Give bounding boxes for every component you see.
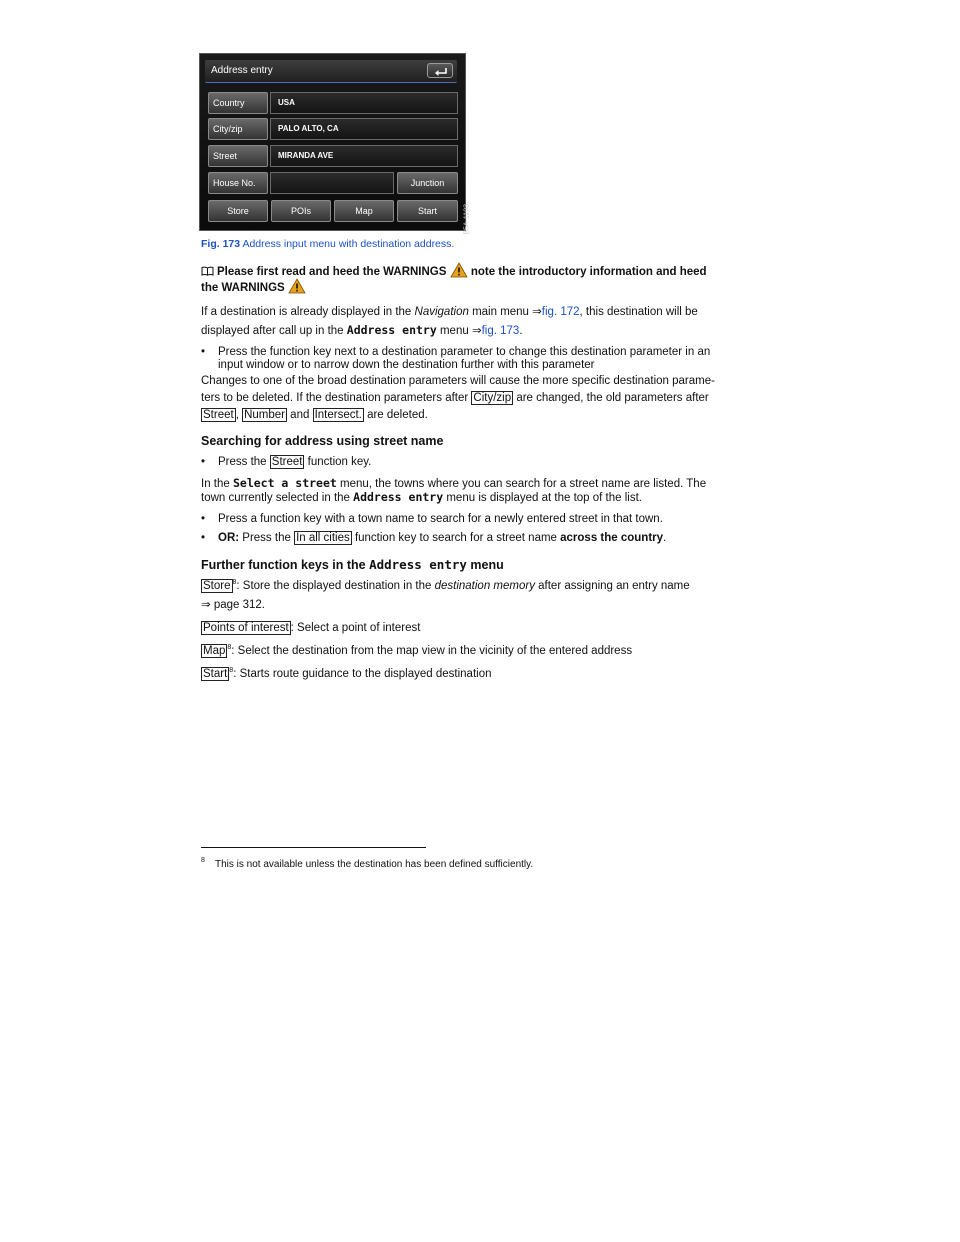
junction-button[interactable]: Junction (397, 172, 458, 194)
footnote-text: This is not available unless the destination has been defined sufficiently. (215, 859, 534, 870)
bullet-dot: • (201, 346, 206, 358)
text: : Select the destination from the map view in the vicinity of the entered address (231, 645, 633, 657)
store-key-ref: Store (203, 580, 231, 592)
bullet-1-line-2: input window or to narrow down the destination further with this parameter (218, 359, 595, 371)
paragraph-2-line-2 (201, 390, 709, 406)
text: are deleted. (363, 409, 428, 421)
section-heading-function-keys (201, 557, 504, 573)
fkey-points-of-interest (201, 620, 420, 636)
bullet-2 (218, 456, 371, 469)
text: Press the (218, 456, 270, 468)
fkey-store (201, 578, 690, 594)
country-key[interactable]: Country (208, 92, 268, 114)
text: function key. (304, 456, 372, 468)
city-zip-key-ref: City/zip (473, 392, 512, 404)
back-arrow-icon (434, 66, 448, 76)
warning-text-3: the WARNINGS (201, 282, 285, 294)
section-heading-street-search: Searching for address using street name (201, 434, 444, 448)
pois-button[interactable]: POIs (271, 200, 331, 222)
paragraph-3-line-2 (201, 491, 642, 505)
house-no-value (270, 172, 394, 194)
street-row (208, 145, 458, 167)
poi-key-ref: Points of interest (203, 622, 289, 634)
country-row (208, 92, 458, 114)
store-button[interactable]: Store (208, 200, 268, 222)
fig-173-link[interactable]: fig. 173 (481, 325, 520, 337)
warning-text-1: Please first read and heed the WARNINGS (217, 266, 447, 278)
text: : Store the displayed destination in the (236, 580, 435, 592)
text: If a destination is already displayed in the (201, 306, 415, 318)
intersect-key-ref: Intersect. (314, 409, 362, 421)
bullet-1-line-1: Press the function key next to a destination parameter to change this destination parameter in an (218, 346, 711, 358)
bullet-4 (218, 532, 666, 545)
across-country-term: across the country (560, 532, 664, 544)
figure-caption (201, 236, 454, 252)
text: after assigning an entry name (534, 580, 690, 592)
house-row (208, 172, 458, 194)
in-all-cities-key-ref: In all cities (296, 532, 350, 544)
paragraph-2-line-1: Changes to one of the broad destination parameters will cause the more specific destination parame- (201, 375, 715, 387)
house-no-key[interactable]: House No. (208, 172, 268, 194)
start-key-ref: Start (203, 668, 228, 680)
text: In the (201, 478, 233, 490)
address-entry-term: Address entry (369, 557, 467, 572)
address-entry-term: Address entry (346, 323, 437, 337)
number-key-ref: Number (244, 409, 285, 421)
text: main menu ⇒ (468, 306, 542, 318)
warning-triangle-icon (450, 262, 468, 283)
street-key[interactable]: Street (208, 145, 268, 167)
address-entry-screenshot (199, 53, 471, 235)
warning-note-line2 (201, 278, 306, 299)
screen-titlebar (205, 60, 457, 83)
bottom-button-row (208, 200, 458, 222)
text: menu is displayed at the top of the list. (443, 492, 642, 504)
destination-memory-term: destination memory (434, 580, 535, 592)
text: town currently selected in the (201, 492, 354, 504)
bullet-dot: • (201, 513, 206, 525)
paragraph-2-line-3 (201, 407, 428, 423)
paragraph-3-line-1 (201, 477, 706, 491)
paragraph-1-line-1 (201, 304, 698, 320)
street-key-ref: Street (203, 409, 234, 421)
text: menu, the towns where you can search for a street name are listed. The (336, 478, 707, 490)
figure-caption-text: Address input menu with destination address. (240, 238, 455, 250)
text: . (519, 325, 523, 337)
text: displayed after call up in the (201, 325, 347, 337)
start-button[interactable]: Start (397, 200, 458, 222)
figure-code: B5A-1103 (464, 204, 471, 235)
text: menu (466, 558, 504, 572)
text: are changed, the old parameters after (513, 392, 709, 404)
warning-triangle-icon (288, 278, 306, 299)
street-key-ref: Street (271, 456, 303, 468)
street-value: MIRANDA AVE (270, 145, 458, 167)
text: and (286, 409, 313, 421)
text: , this destination will be (579, 306, 698, 318)
navigation-term: Navigation (414, 306, 469, 318)
store-page-ref: ⇒ page 312. (201, 599, 265, 611)
screen-title: Address entry (211, 65, 273, 76)
paragraph-1-line-2 (201, 322, 523, 339)
city-value: PALO ALTO, CA (270, 118, 458, 140)
text: Further function keys in the (201, 558, 370, 572)
fkey-map (201, 643, 632, 659)
address-entry-term: Address entry (353, 490, 444, 504)
fig-172-link[interactable]: fig. 172 (541, 306, 580, 318)
city-zip-key[interactable]: City/zip (208, 118, 268, 140)
text: : Select a point of interest (290, 622, 421, 634)
footnote-ref: 8 (232, 579, 237, 587)
fkey-start (201, 666, 491, 682)
or-label: OR: (218, 532, 240, 544)
text: menu ⇒ (436, 325, 482, 337)
text: ters to be deleted. If the destination parameters after (201, 392, 472, 404)
bullet-3: Press a function key with a town name to search for a newly entered street in that town. (218, 513, 663, 525)
footnote-number: 8 (201, 857, 205, 864)
city-row (208, 118, 458, 140)
figure-label: Fig. 173 (201, 238, 241, 250)
footnote-ref: 8 (229, 667, 234, 675)
country-value: USA (270, 92, 458, 114)
text: : Starts route guidance to the displayed destination (233, 668, 492, 680)
text: , (235, 409, 243, 421)
footnote-ref: 8 (227, 644, 232, 652)
bullet-dot: • (201, 456, 206, 468)
select-a-street-term: Select a street (232, 476, 337, 490)
warning-text-2: note the introductory information and heed (470, 266, 707, 278)
map-button[interactable]: Map (334, 200, 394, 222)
text: function key to search for a street name (351, 532, 561, 544)
text: Press the (239, 532, 295, 544)
back-button[interactable] (427, 63, 453, 78)
footnote-divider (201, 847, 426, 848)
bullet-dot: • (201, 532, 206, 544)
map-key-ref: Map (203, 645, 226, 657)
text: . (663, 532, 667, 544)
